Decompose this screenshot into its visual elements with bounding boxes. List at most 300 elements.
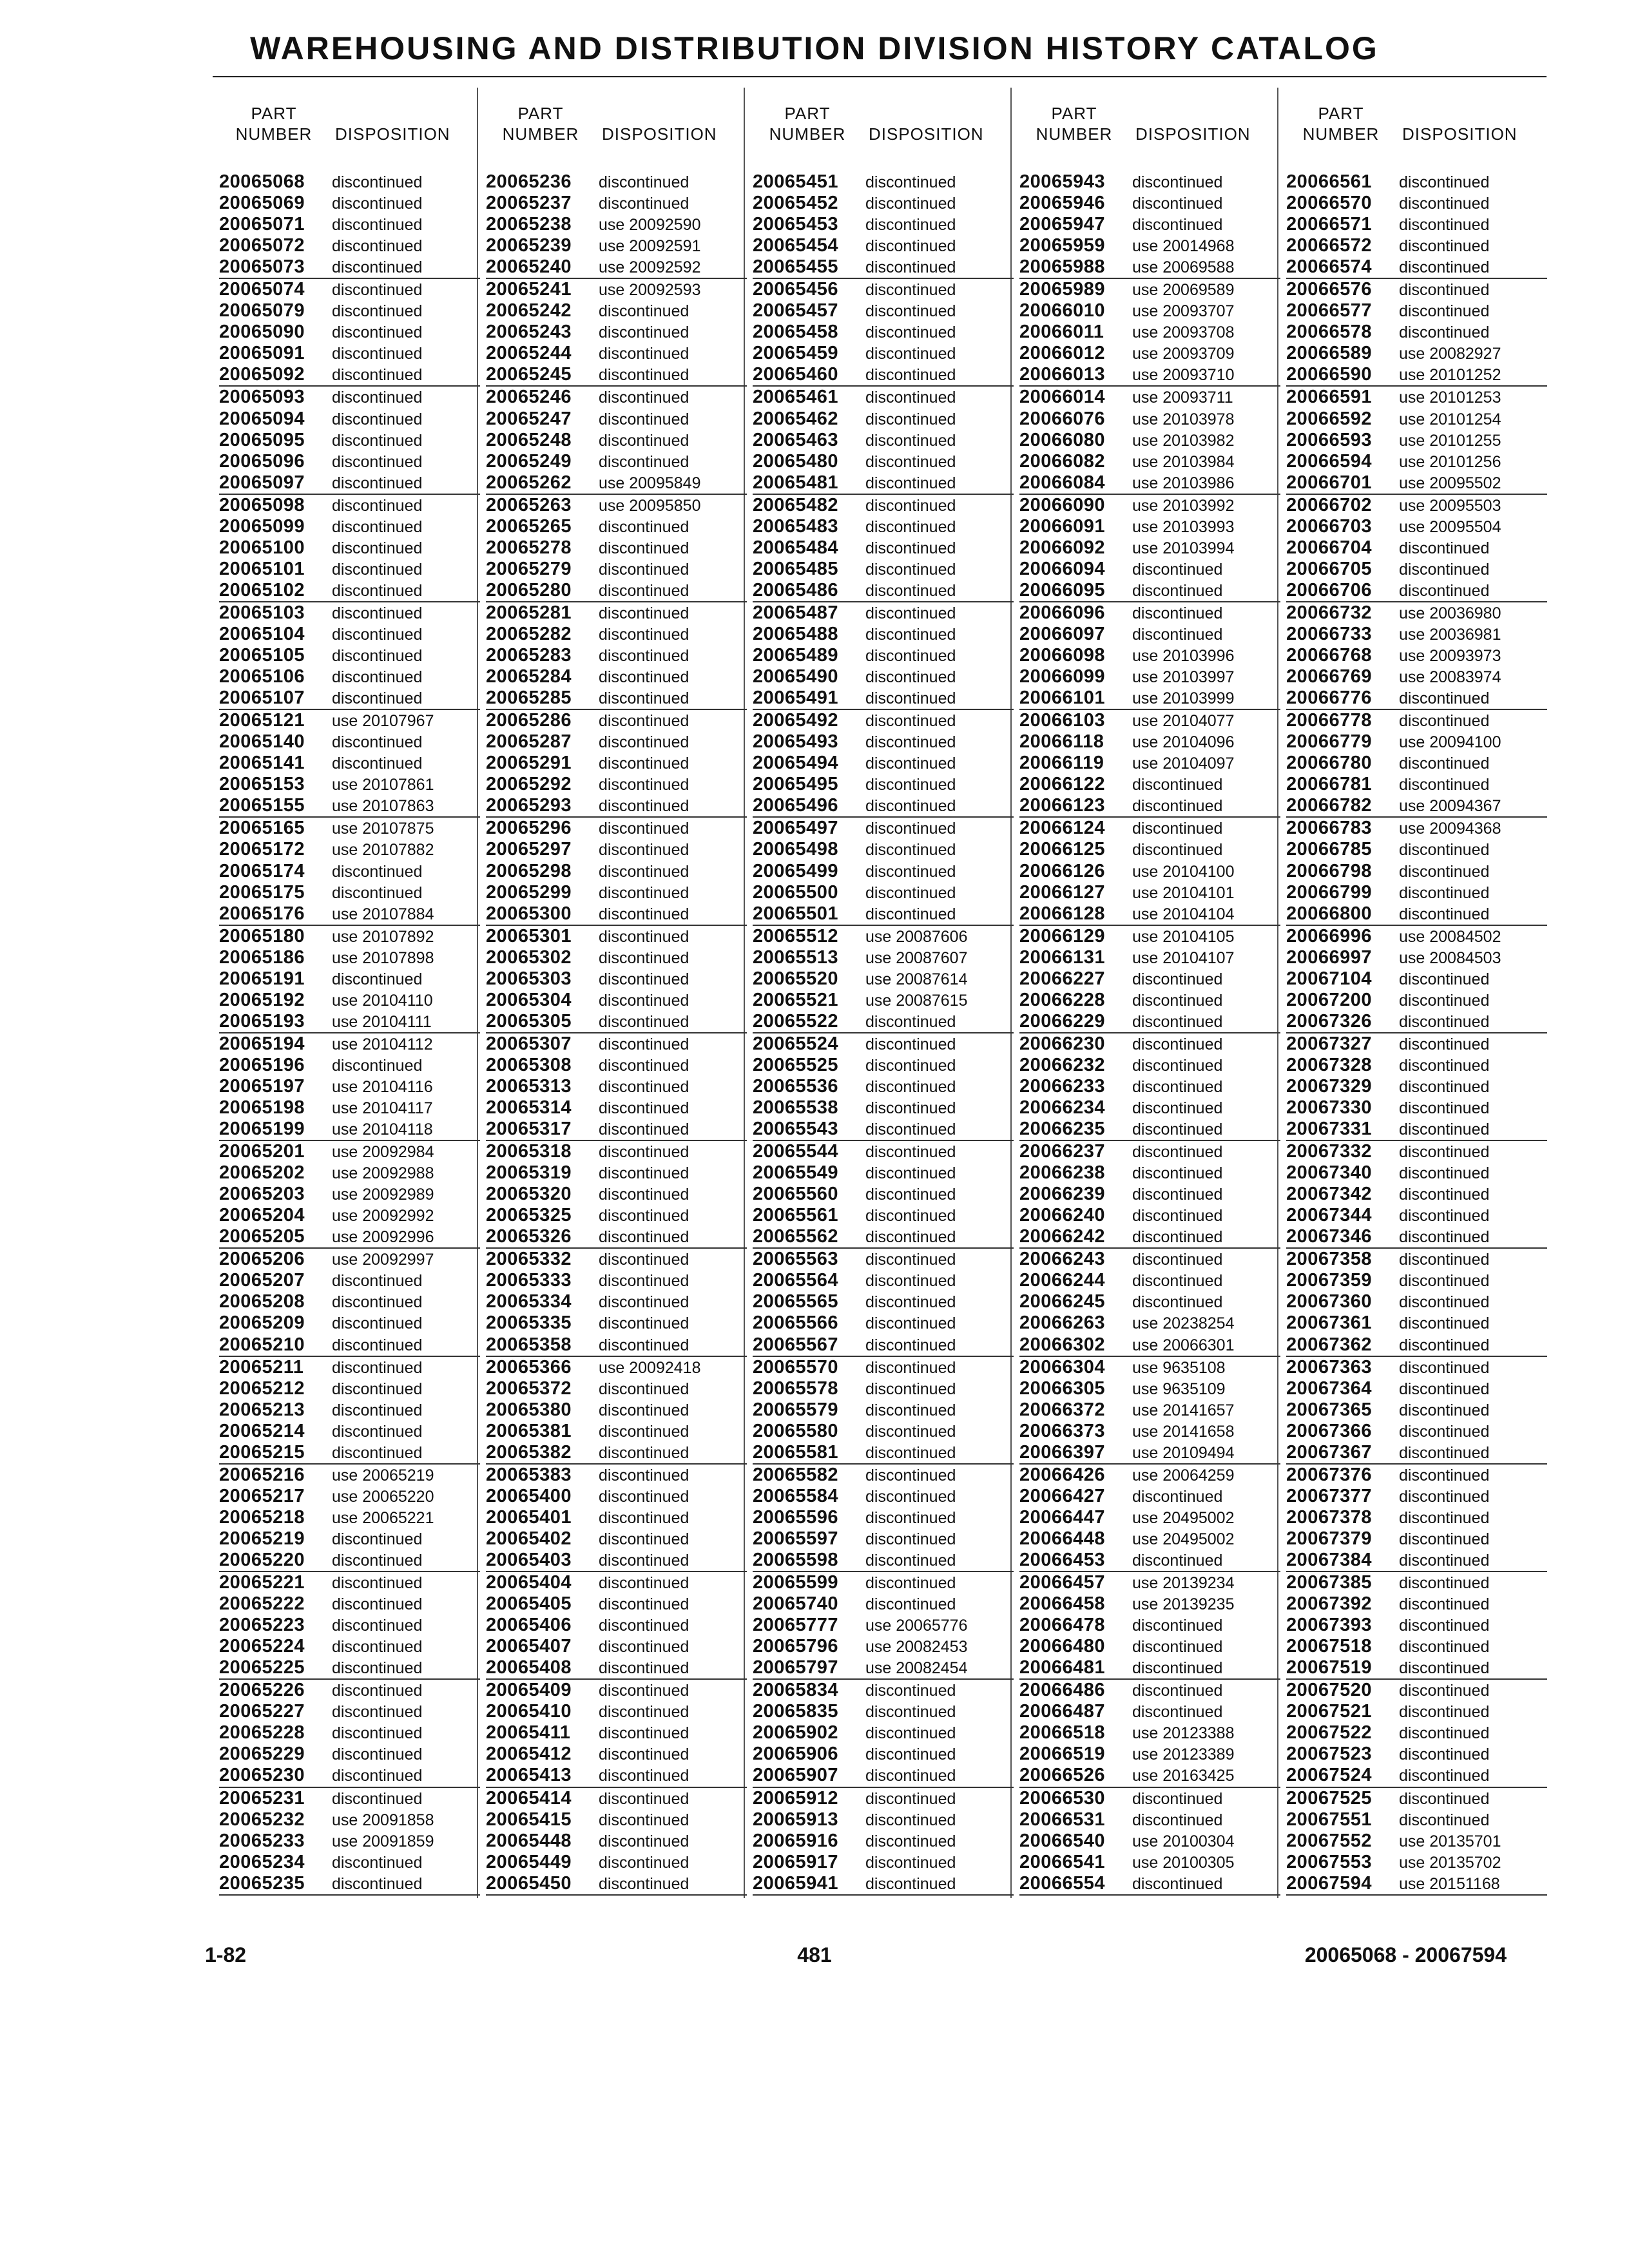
table-row [1019, 1615, 1280, 1636]
part-number: 20066592 [1286, 408, 1373, 429]
part-number: 20065549 [753, 1162, 839, 1184]
disposition: use 20092997 [332, 1251, 434, 1269]
table-row [219, 1249, 480, 1270]
disposition: use 20092992 [332, 1207, 434, 1225]
table-row [753, 171, 1014, 193]
table-row [219, 1765, 480, 1787]
disposition: discontinued [1132, 581, 1223, 600]
table-row [1286, 580, 1547, 602]
disposition: use 20095503 [1399, 496, 1501, 515]
table-row [1019, 559, 1280, 580]
part-number: 20065412 [486, 1744, 572, 1765]
column-headers [213, 103, 1547, 155]
part-number: 20065103 [219, 602, 305, 623]
part-number: 20065222 [219, 1593, 305, 1615]
table-row [1286, 1615, 1547, 1636]
part-number: 20065366 [486, 1356, 572, 1378]
table-row [753, 1528, 1014, 1550]
part-number: 20065283 [486, 645, 572, 666]
disposition: discontinued [599, 389, 689, 407]
part-number: 20065233 [219, 1830, 305, 1851]
disposition: discontinued [1132, 195, 1223, 213]
table-row [486, 1184, 747, 1205]
disposition: discontinued [1399, 689, 1490, 708]
table-row [219, 687, 480, 710]
disposition: discontinued [865, 258, 956, 277]
part-header-line2: NUMBER [1302, 124, 1380, 144]
disposition: use 20107967 [332, 712, 434, 731]
table-row [219, 408, 480, 430]
table-row [1286, 1119, 1547, 1141]
table-row [219, 1421, 480, 1442]
part-number: 20067361 [1286, 1312, 1373, 1334]
part-number: 20065279 [486, 558, 572, 579]
disposition: discontinued [332, 1638, 423, 1657]
disposition: use 20087606 [865, 927, 968, 946]
disposition: discontinued [599, 1422, 689, 1441]
disposition: discontinued [332, 452, 423, 471]
table-row [486, 1572, 747, 1593]
table-row [753, 861, 1014, 882]
part-number: 20065452 [753, 193, 839, 214]
disposition: discontinued [865, 1487, 956, 1506]
disposition: discontinued [1132, 560, 1223, 579]
table-row [486, 947, 747, 968]
table-row [486, 666, 747, 687]
disposition: discontinued [1132, 841, 1223, 860]
part-number: 20065096 [219, 450, 305, 472]
disposition: discontinued [865, 754, 956, 773]
part-number: 20065567 [753, 1334, 839, 1355]
table-row [1019, 580, 1280, 602]
footer-page-number: 481 [797, 1943, 832, 1966]
table-row [1286, 1550, 1547, 1572]
disposition: use 20092591 [599, 237, 701, 256]
part-number: 20066235 [1019, 1119, 1106, 1140]
disposition: discontinued [332, 389, 423, 407]
part-number: 20066571 [1286, 214, 1373, 235]
table-row [219, 472, 480, 495]
part-number: 20065454 [753, 235, 839, 256]
part-number: 20065486 [753, 579, 839, 601]
disposition: discontinued [1132, 1035, 1223, 1053]
part-number: 20066240 [1019, 1205, 1106, 1226]
table-row [753, 753, 1014, 774]
disposition: discontinued [865, 1379, 956, 1398]
table-row [1286, 947, 1547, 968]
table-row [753, 839, 1014, 860]
disposition: use 20101256 [1399, 452, 1501, 471]
table-row [1019, 947, 1280, 968]
table-row [1286, 990, 1547, 1011]
table-row [753, 279, 1014, 300]
disposition: discontinued [1132, 1120, 1223, 1139]
table-row [219, 1442, 480, 1465]
disposition: use 20104111 [332, 1012, 432, 1031]
disposition: discontinued [865, 1207, 956, 1225]
table-row [1286, 624, 1547, 645]
part-number: 20067328 [1286, 1054, 1373, 1075]
part-number: 20065485 [753, 558, 839, 579]
disposition: discontinued [865, 905, 956, 923]
part-number: 20065219 [219, 1528, 305, 1549]
part-number: 20067518 [1286, 1636, 1373, 1657]
disposition: discontinued [1399, 258, 1490, 277]
part-number: 20067520 [1286, 1680, 1373, 1701]
part-number: 20066125 [1019, 839, 1106, 860]
table-row [486, 322, 747, 343]
part-number: 20066486 [1019, 1680, 1106, 1701]
disposition: discontinued [865, 689, 956, 708]
table-row [1286, 408, 1547, 430]
disposition: discontinued [865, 366, 956, 385]
part-number: 20065092 [219, 364, 305, 385]
part-number: 20066458 [1019, 1593, 1106, 1615]
part-number: 20065104 [219, 623, 305, 644]
part-number: 20065216 [219, 1464, 305, 1485]
part-number: 20065488 [753, 623, 839, 644]
table-row [1286, 1011, 1547, 1033]
table-row [1019, 364, 1280, 387]
table-row [219, 602, 480, 624]
disposition: discontinued [599, 733, 689, 752]
table-row [219, 537, 480, 559]
disposition: use 20104096 [1132, 733, 1235, 752]
disposition: discontinued [332, 1530, 423, 1548]
table-row [1019, 1312, 1280, 1334]
disposition: discontinued [1399, 1012, 1490, 1031]
disposition: discontinued [865, 1745, 956, 1764]
table-row [219, 710, 480, 731]
part-number: 20065563 [753, 1249, 839, 1270]
part-number: 20067377 [1286, 1485, 1373, 1506]
table-row [753, 926, 1014, 947]
catalog-column-5 [1286, 171, 1547, 1896]
part-number: 20065101 [219, 558, 305, 579]
table-row [753, 1334, 1014, 1357]
disposition: use 20092592 [599, 258, 701, 277]
table-row [1286, 343, 1547, 364]
column-header-3 [746, 103, 1010, 155]
table-row [753, 235, 1014, 256]
disposition: discontinued [1132, 1487, 1223, 1506]
disposition: use 20495002 [1132, 1508, 1235, 1527]
table-row [753, 1162, 1014, 1184]
table-row [219, 774, 480, 795]
part-number: 20065192 [219, 989, 305, 1010]
column-header-1 [213, 103, 477, 155]
part-number: 20065232 [219, 1809, 305, 1830]
table-row [753, 1486, 1014, 1507]
disposition: discontinued [599, 625, 689, 644]
part-number: 20065234 [219, 1851, 305, 1872]
table-row [1286, 1680, 1547, 1701]
table-row [219, 1680, 480, 1701]
disposition: discontinued [1399, 1143, 1490, 1162]
part-number: 20066091 [1019, 515, 1106, 537]
disposition: discontinued [599, 754, 689, 773]
table-row [219, 516, 480, 537]
disposition: discontinued [599, 1272, 689, 1291]
part-number: 20065946 [1019, 193, 1106, 214]
disposition: discontinued [1399, 841, 1490, 860]
table-row [1019, 1593, 1280, 1615]
table-row [1019, 1162, 1280, 1184]
disposition: discontinued [332, 1401, 423, 1419]
table-row [486, 1312, 747, 1334]
disposition: discontinued [1399, 195, 1490, 213]
disposition: use 20141657 [1132, 1401, 1235, 1419]
part-number: 20065204 [219, 1205, 305, 1226]
part-number: 20065098 [219, 494, 305, 515]
part-number: 20066397 [1019, 1441, 1106, 1463]
table-row [1286, 1507, 1547, 1528]
part-number: 20065298 [486, 860, 572, 881]
disposition: discontinued [1399, 1789, 1490, 1808]
table-row [1019, 602, 1280, 624]
part-number: 20065069 [219, 193, 305, 214]
part-number: 20066427 [1019, 1485, 1106, 1506]
table-row [486, 990, 747, 1011]
disposition: discontinued [1399, 1487, 1490, 1506]
part-number: 20065226 [219, 1680, 305, 1701]
disposition: discontinued [1399, 754, 1490, 773]
disposition: discontinued [332, 970, 423, 988]
disposition: discontinued [1132, 1874, 1223, 1893]
part-number: 20066593 [1286, 429, 1373, 450]
part-number: 20065090 [219, 322, 305, 343]
part-number: 20067363 [1286, 1356, 1373, 1378]
catalog-title: WAREHOUSING AND DISTRIBUTION DIVISION HISTORY CATALOG [250, 30, 1379, 66]
table-row [219, 1270, 480, 1291]
disposition: discontinued [1399, 281, 1490, 300]
part-number: 20066540 [1019, 1830, 1106, 1851]
part-number: 20065140 [219, 731, 305, 753]
part-number: 20066780 [1286, 753, 1373, 774]
part-number: 20065094 [219, 408, 305, 429]
disposition: discontinued [1132, 1228, 1223, 1247]
disposition: discontinued [599, 1077, 689, 1096]
table-row [753, 1572, 1014, 1593]
table-row [753, 1357, 1014, 1378]
part-number: 20065578 [753, 1378, 839, 1399]
disposition: discontinued [599, 604, 689, 622]
disposition: discontinued [865, 1186, 956, 1204]
table-row [1019, 1076, 1280, 1097]
part-number: 20065209 [219, 1312, 305, 1334]
part-number: 20065906 [753, 1744, 839, 1765]
table-row [486, 1334, 747, 1357]
part-number: 20067360 [1286, 1291, 1373, 1312]
disposition: discontinued [599, 1228, 689, 1247]
part-number: 20065239 [486, 235, 572, 256]
table-row [1286, 322, 1547, 343]
disposition: discontinued [1399, 1251, 1490, 1269]
disposition-header: DISPOSITION [602, 124, 717, 144]
part-number: 20066010 [1019, 300, 1106, 322]
part-number: 20065301 [486, 925, 572, 947]
part-number: 20066561 [1286, 171, 1373, 192]
table-row [486, 1055, 747, 1076]
disposition: discontinued [1132, 1293, 1223, 1312]
disposition: discontinued [865, 345, 956, 363]
disposition: discontinued [1399, 1035, 1490, 1053]
part-number: 20065448 [486, 1830, 572, 1851]
table-row [1019, 256, 1280, 279]
table-row [219, 926, 480, 947]
part-number: 20065300 [486, 903, 572, 924]
table-row [753, 666, 1014, 687]
table-row [219, 1357, 480, 1378]
disposition: discontinued [599, 820, 689, 838]
part-number: 20065180 [219, 925, 305, 947]
table-row [1286, 926, 1547, 947]
table-row [1019, 430, 1280, 451]
disposition: discontinued [865, 281, 956, 300]
disposition: use 20104117 [332, 1099, 433, 1118]
table-row [219, 559, 480, 580]
part-number: 20065580 [753, 1420, 839, 1441]
table-row [1286, 1205, 1547, 1226]
disposition: discontinued [865, 1336, 956, 1354]
part-number: 20065599 [753, 1572, 839, 1593]
part-number: 20065320 [486, 1184, 572, 1205]
disposition: use 20101255 [1399, 431, 1501, 450]
disposition: discontinued [865, 1228, 956, 1247]
table-row [1286, 495, 1547, 516]
disposition: use 20104101 [1132, 883, 1235, 902]
table-row [486, 903, 747, 926]
disposition: discontinued [599, 1487, 689, 1506]
disposition: discontinued [865, 302, 956, 321]
disposition: discontinued [599, 1401, 689, 1419]
part-number: 20065220 [219, 1550, 305, 1570]
table-row [486, 1593, 747, 1615]
table-row [486, 1680, 747, 1701]
disposition: use 20100305 [1132, 1853, 1235, 1872]
part-number: 20067521 [1286, 1701, 1373, 1722]
disposition: use 20084502 [1399, 927, 1501, 946]
table-row [219, 839, 480, 860]
disposition: discontinued [332, 410, 423, 428]
disposition: use 20014968 [1132, 237, 1235, 256]
disposition: discontinued [1399, 237, 1490, 256]
table-row [486, 1788, 747, 1809]
part-number: 20065121 [219, 710, 305, 731]
disposition: discontinued [1399, 1767, 1490, 1785]
part-number: 20067519 [1286, 1657, 1373, 1678]
table-row [1286, 451, 1547, 472]
part-number: 20065500 [753, 881, 839, 903]
disposition: discontinued [1399, 1703, 1490, 1722]
table-row [1286, 1765, 1547, 1787]
disposition: use 20092988 [332, 1164, 434, 1183]
disposition: discontinued [599, 1207, 689, 1225]
part-number: 20065072 [219, 235, 305, 256]
disposition: discontinued [865, 474, 956, 492]
table-row [219, 1528, 480, 1550]
table-row [1286, 1636, 1547, 1657]
part-number: 20065483 [753, 515, 839, 537]
table-row [486, 1270, 747, 1291]
disposition: use 20104118 [332, 1120, 433, 1139]
part-number: 20065318 [486, 1141, 572, 1162]
table-row [486, 193, 747, 214]
part-number: 20065106 [219, 666, 305, 687]
disposition: discontinued [332, 1617, 423, 1635]
table-row [1019, 1765, 1280, 1787]
table-row [1286, 1722, 1547, 1744]
part-number: 20065207 [219, 1270, 305, 1291]
disposition: use 20093708 [1132, 323, 1235, 342]
part-number: 20065248 [486, 429, 572, 450]
disposition: discontinued [599, 410, 689, 428]
table-row [1019, 495, 1280, 516]
disposition: discontinued [332, 216, 423, 235]
part-number: 20065835 [753, 1701, 839, 1722]
part-number: 20065297 [486, 839, 572, 860]
part-number: 20067331 [1286, 1119, 1373, 1140]
part-number: 20065278 [486, 537, 572, 558]
part-number: 20065456 [753, 279, 839, 300]
disposition: discontinued [599, 1595, 689, 1614]
table-row [219, 1141, 480, 1162]
table-row [1019, 839, 1280, 860]
disposition: discontinued [1132, 1207, 1223, 1225]
table-row [1019, 795, 1280, 818]
disposition: discontinued [865, 625, 956, 644]
disposition: discontinued [599, 1251, 689, 1269]
table-row [753, 1465, 1014, 1486]
disposition: discontinued [865, 1508, 956, 1527]
part-number: 20065596 [753, 1506, 839, 1528]
table-row [753, 1722, 1014, 1744]
table-row [1019, 300, 1280, 322]
part-number: 20065463 [753, 429, 839, 450]
part-number: 20065202 [219, 1162, 305, 1184]
disposition: discontinued [599, 302, 689, 321]
table-row [219, 882, 480, 903]
table-row [1286, 753, 1547, 774]
disposition: use 20101254 [1399, 410, 1501, 428]
table-row [1286, 1852, 1547, 1873]
part-number: 20065221 [219, 1572, 305, 1593]
disposition: discontinued [1399, 1358, 1490, 1377]
table-row [753, 1205, 1014, 1226]
part-number: 20065521 [753, 989, 839, 1010]
disposition: use 20036981 [1399, 625, 1501, 644]
disposition: use 20082927 [1399, 345, 1501, 363]
disposition: discontinued [865, 1314, 956, 1333]
part-number: 20065560 [753, 1184, 839, 1205]
part-number: 20065105 [219, 645, 305, 666]
table-row [219, 235, 480, 256]
part-number: 20065174 [219, 860, 305, 881]
disposition: discontinued [599, 797, 689, 816]
table-row [753, 1788, 1014, 1809]
disposition: discontinued [599, 1874, 689, 1893]
table-row [1019, 774, 1280, 795]
part-number: 20066103 [1019, 710, 1106, 731]
disposition: use 20095502 [1399, 474, 1501, 492]
table-row [219, 645, 480, 666]
disposition: discontinued [332, 1767, 423, 1785]
table-row [1019, 1701, 1280, 1722]
table-row [753, 1744, 1014, 1765]
disposition: discontinued [865, 1120, 956, 1139]
table-row [219, 1486, 480, 1507]
part-number: 20066302 [1019, 1334, 1106, 1355]
